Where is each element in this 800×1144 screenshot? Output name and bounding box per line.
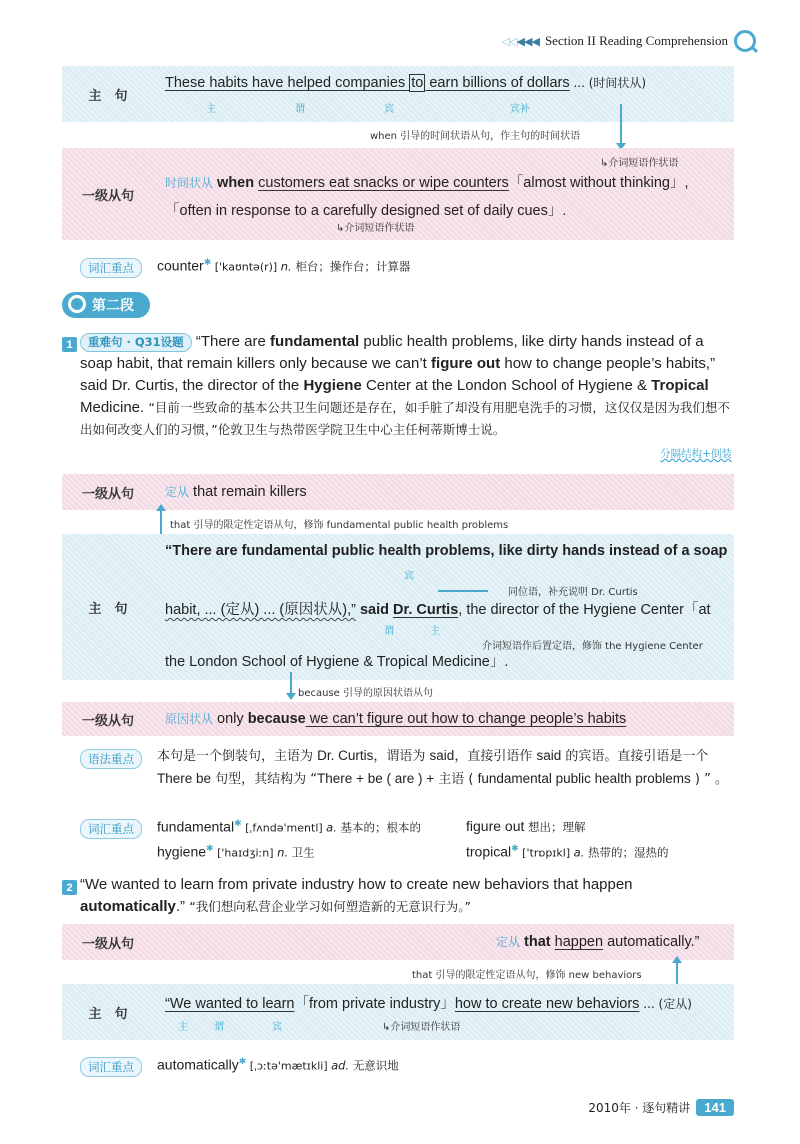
role-object: 宾 bbox=[404, 571, 414, 582]
connector-arrow bbox=[290, 672, 292, 694]
main-clause-label: 主 句 bbox=[88, 88, 128, 104]
main-line-1: “There are fundamental public health problems, like dirty hands instead of a soap bbox=[165, 543, 728, 559]
main-clause-label-2: 主 句 bbox=[88, 601, 128, 617]
relative-clause-label: 一级从句 bbox=[81, 486, 134, 502]
prep-note-3: ↳介词短语作状语 bbox=[382, 1022, 461, 1033]
causal-clause-text: 原因状从 only because we can’t figure out how to change people’s habits bbox=[165, 711, 627, 727]
page-number: 141 bbox=[696, 1099, 734, 1116]
section-heading: 第二段 bbox=[62, 292, 150, 318]
paragraph-2: “We wanted to learn from private industry how to create new behaviors that happen automatically.” “我们想向私营企业学习如何塑造新的无意识行为。” bbox=[80, 876, 633, 915]
star-icon: ✱ bbox=[511, 843, 519, 853]
connector-line bbox=[438, 590, 488, 592]
vocab-label: 词汇重点 bbox=[80, 819, 142, 839]
main-clause-text-3: “We wanted to learn「from private industry」how to create new behaviors ... (定从) bbox=[165, 996, 692, 1012]
subordinate-line-1: 时间状从 when customers eat snacks or wipe counters「almost without thinking」, bbox=[165, 175, 689, 191]
relative-clause-text: 定从 that remain killers bbox=[165, 484, 307, 500]
role-predicate: 谓 bbox=[295, 104, 305, 115]
main-clause-label-3: 主 句 bbox=[88, 1006, 128, 1022]
main-clause-sentence: These habits have helped companies to earn billions of dollars ... (时间状从) bbox=[165, 75, 647, 91]
header-title: Section II Reading Comprehension bbox=[544, 33, 728, 48]
star-icon: ✱ bbox=[234, 818, 242, 828]
role-object: 宾 bbox=[272, 1022, 282, 1033]
role-predicate: 谓 bbox=[214, 1022, 224, 1033]
role-object-complement: 宾补 bbox=[510, 104, 530, 115]
prep-note-bottom: ↳介词短语作状语 bbox=[336, 223, 415, 234]
sentence-number: 2 bbox=[62, 880, 77, 895]
vocab-entry-automatically: automatically✱ [ˌɔːtə'mætɪkli] ad. 无意识地 bbox=[157, 1056, 399, 1073]
connector-arrow bbox=[620, 104, 622, 144]
vocab-entry-tropical: tropical✱ ['trɒpɪkl] a. 热带的；湿热的 bbox=[466, 843, 669, 860]
star-icon: ✱ bbox=[203, 257, 212, 267]
vocab-entry-counter: counter✱ ['kaʊntə(r)] n. 柜台；操作台；计算器 bbox=[157, 257, 411, 274]
because-note: because 引导的原因状语从句 bbox=[298, 688, 434, 699]
when-note: when 引导的时间状语从句，作主句的时间状语 bbox=[370, 131, 581, 142]
page-footer bbox=[588, 1099, 734, 1116]
subordinate-line-2: 「often in response to a carefully designed set of daily cues」. bbox=[165, 203, 567, 219]
role-subject: 主 bbox=[206, 104, 216, 115]
to-boxed: to bbox=[411, 75, 424, 91]
that-note: that 引导的限定性定语从句，修饰 fundamental public health problems bbox=[170, 520, 509, 531]
main-line-2: habit, ... (定从) ... (原因状从),” said Dr. Curtis, the director of the Hygiene Center「at bbox=[165, 602, 711, 618]
subordinate-label: 一级从句 bbox=[81, 188, 134, 204]
sentence-number: 1 bbox=[62, 337, 77, 352]
appositive-note: 同位语，补充说明 Dr. Curtis bbox=[508, 587, 638, 598]
grammar-label: 语法重点 bbox=[80, 749, 142, 769]
relative-clause-label-3: 一级从句 bbox=[81, 936, 134, 952]
star-icon: ✱ bbox=[238, 1056, 247, 1066]
grammar-explanation: 本句是一个倒装句，主语为 Dr. Curtis，谓语为 said，直接引语作 said 的宾语。直接引语是一个 There be 句型，其结构为 “There + be ( are ) + 主语 ( fundamental public health problems ) ” 。 bbox=[157, 748, 728, 787]
book-title: 2010年 · 逐句精讲 bbox=[588, 1101, 691, 1115]
main-line-3: the London School of Hygiene & Tropical Medicine」. bbox=[165, 654, 509, 670]
vocab-entry-hygiene: hygiene✱ ['haɪdʒiːn] n. 卫生 bbox=[157, 843, 315, 860]
vocab-label: 词汇重点 bbox=[80, 258, 142, 278]
difficulty-badge: 重难句 · Q31设题 bbox=[80, 333, 192, 352]
structure-hint: 分隔结构+倒装 bbox=[660, 448, 732, 460]
that-note-3: that 引导的限定性定语从句，修饰 new behaviors bbox=[412, 970, 642, 981]
chevrons-icon: ◁◁◀◀◀ bbox=[501, 35, 539, 48]
causal-clause-label: 一级从句 bbox=[81, 713, 134, 729]
role-predicate: 谓 bbox=[384, 626, 394, 637]
star-icon: ✱ bbox=[206, 843, 214, 853]
prep-phrase-note: 介词短语作后置定语，修饰 the Hygiene Center bbox=[482, 641, 703, 652]
running-header bbox=[502, 30, 756, 52]
role-object: 宾 bbox=[384, 104, 394, 115]
paragraph-1: 重难句 · Q31设题 “There are fundamental public health problems, like dirty hands instead of a soap habit, that remain killers only because we can’t figure out how to change people’s habits,” said Dr. Curtis, the director of the Hygiene Center at the London School of Hygiene & Tropical Medicine. “目前一些致命的基本公共卫生问题还是存在，如手脏了却没有用肥皂洗手的习惯，这仅仅是因为我们想不出如何改变人们的习惯，”伦敦卫生与热带医学院卫生中心主任柯蒂斯博士说。 bbox=[80, 333, 730, 437]
magnifier-q-icon bbox=[734, 30, 756, 52]
role-subject: 主 bbox=[178, 1022, 188, 1033]
prep-note-top: ↳介词短语作状语 bbox=[600, 158, 679, 169]
vocab-label: 词汇重点 bbox=[80, 1057, 142, 1077]
relative-clause-text-3: 定从 that happen automatically.” bbox=[496, 934, 700, 950]
vocab-entry-figure-out: figure out 想出；理解 bbox=[466, 818, 586, 834]
role-subject: 主 bbox=[430, 626, 440, 637]
magnifier-icon bbox=[68, 295, 86, 313]
vocab-entry-fundamental: fundamental✱ [ˌfʌndə'mentl] a. 基本的；根本的 bbox=[157, 818, 422, 835]
